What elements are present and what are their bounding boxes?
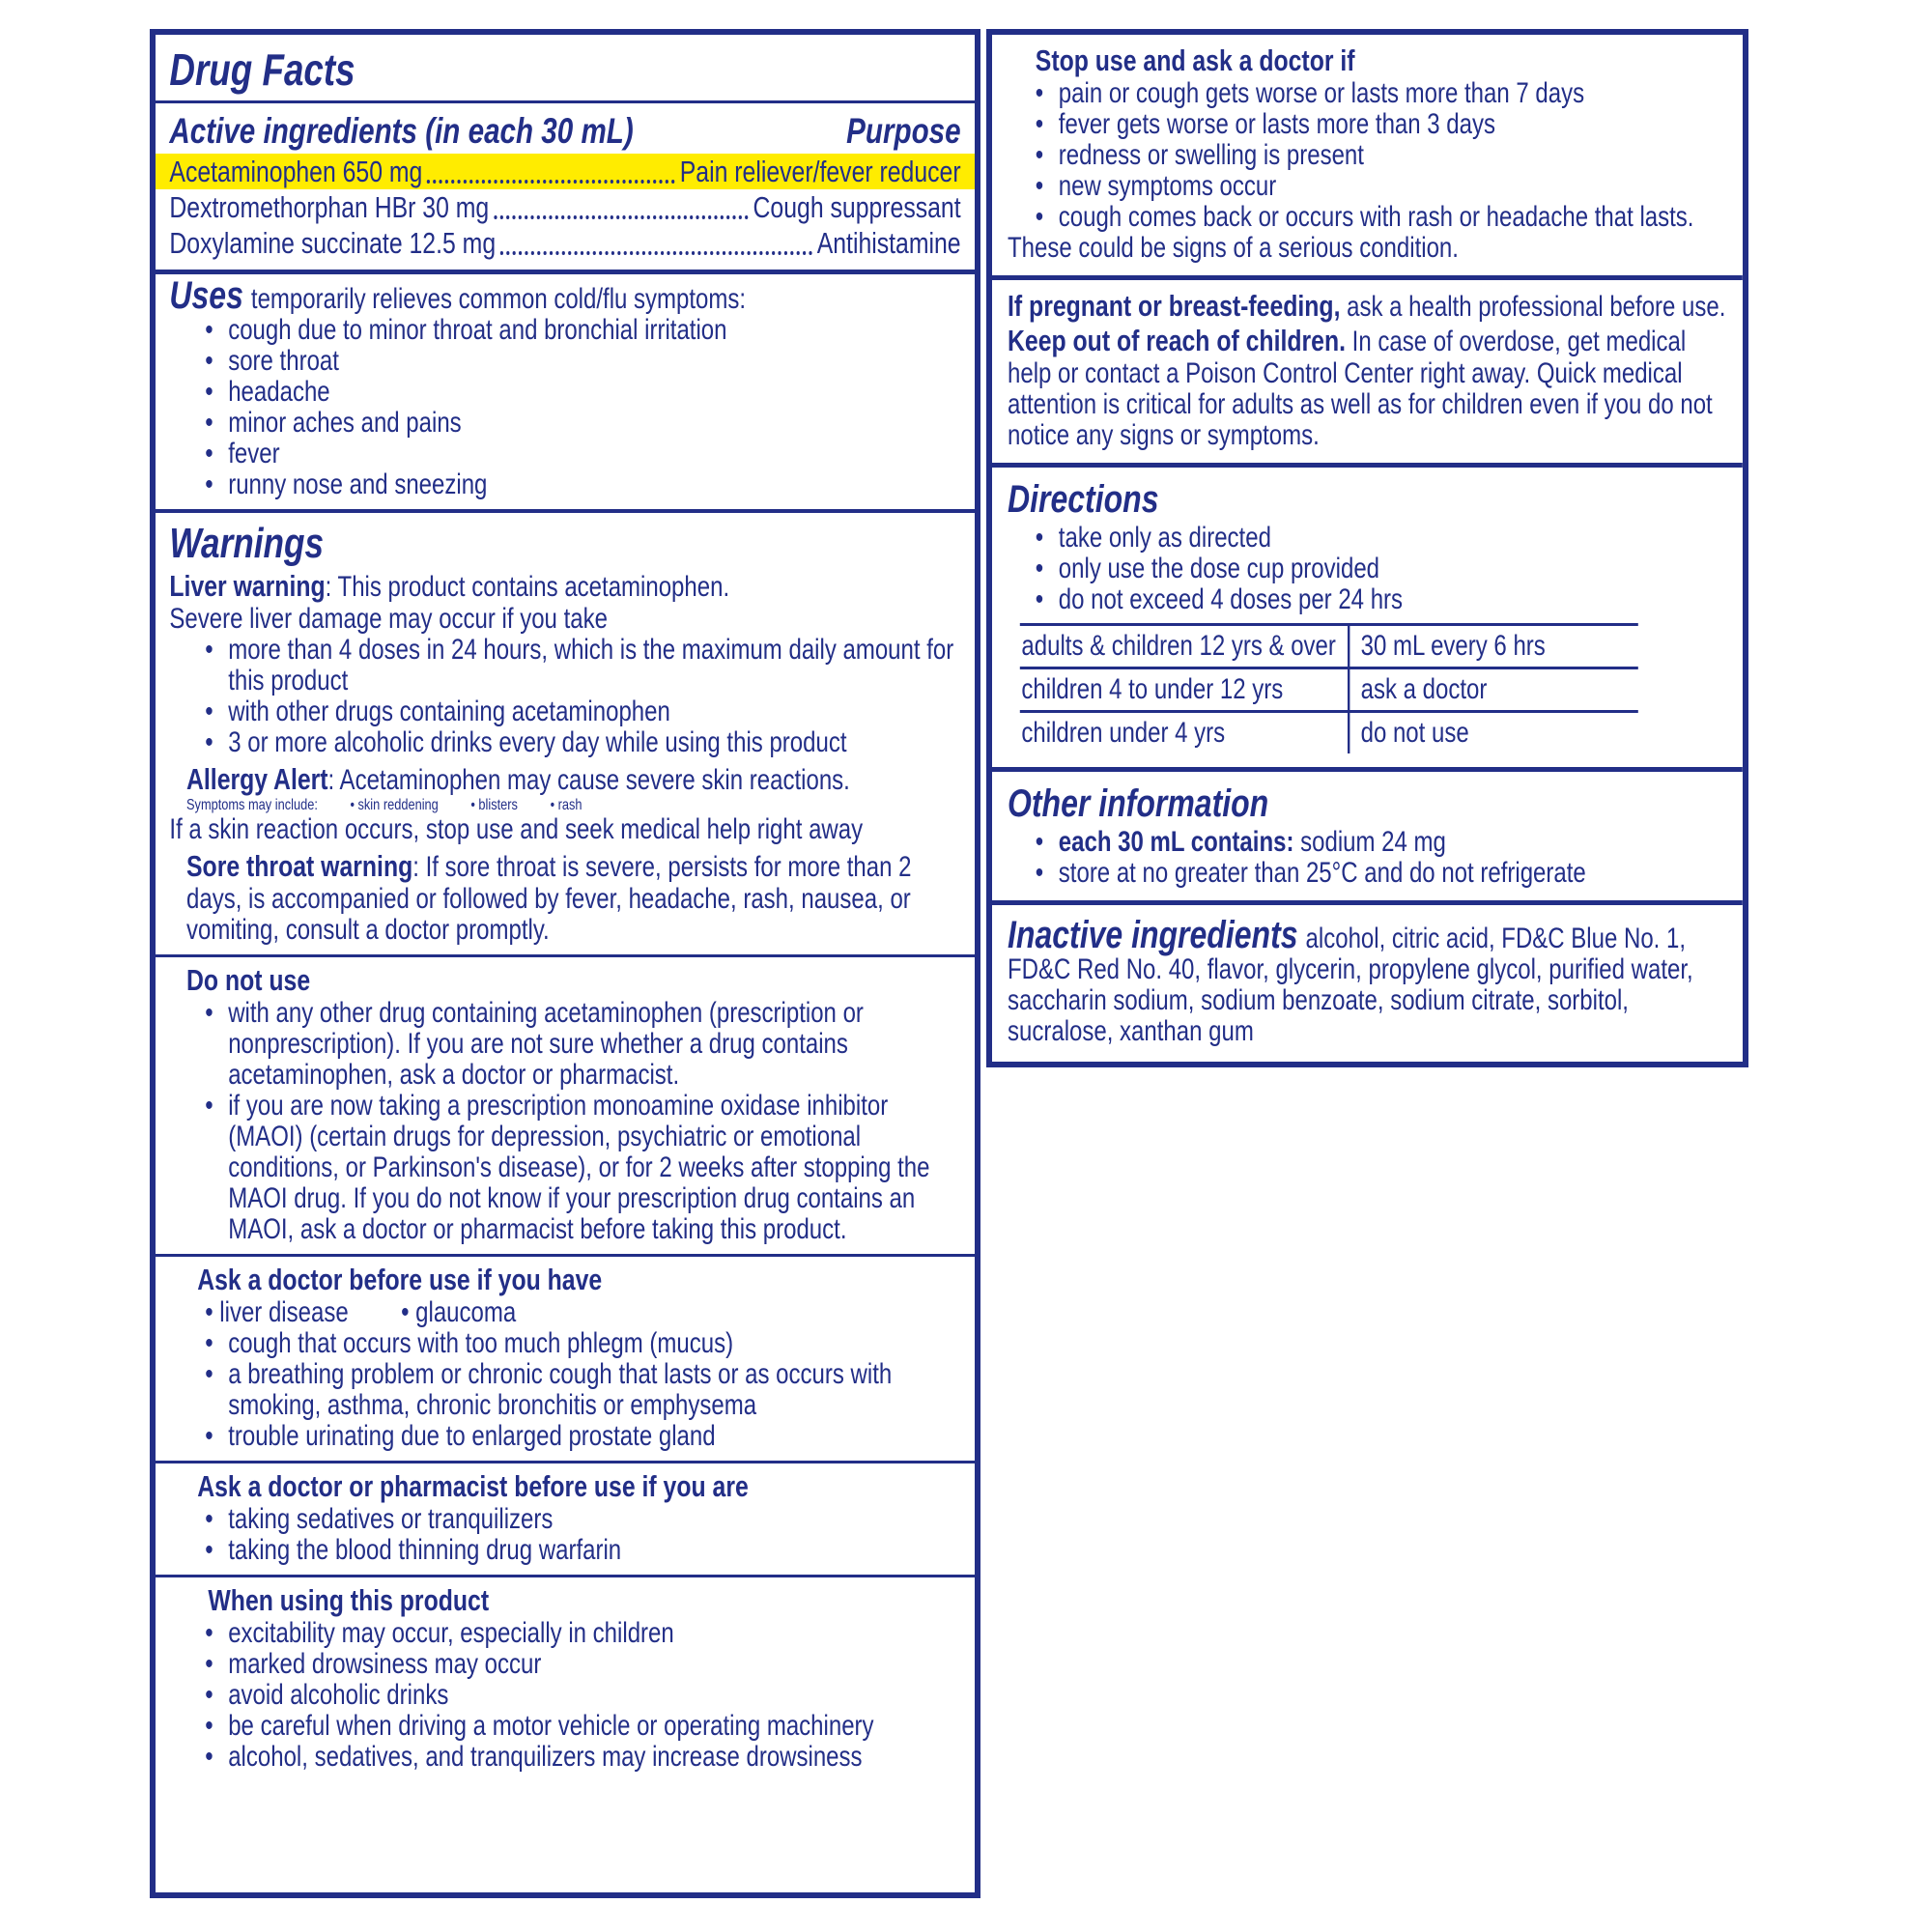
list-item: • store at no greater than 25°C and do not refrigerate	[1036, 858, 1727, 889]
ingredient-purpose: Cough suppressant	[753, 190, 961, 224]
list-item: • only use the dose cup provided	[1036, 554, 1727, 584]
dosage-group-cell: children under 4 yrs	[1021, 717, 1226, 749]
dosage-row	[1020, 667, 1638, 710]
section-uses	[156, 270, 975, 509]
list-item	[205, 1297, 960, 1328]
list-item: • pain or cough gets worse or lasts more than 7 days	[1036, 78, 1727, 109]
list-item: • if you are now taking a prescription monoamine oxidase inhibitor (MAOI) (certain drugs for depression, psychiatric or emotional conditions, or Parkinson's disease), or for 2 weeks after stopping the MAOI drug. If you do not know if your prescription drug contains an MAOI, ask a doctor or pharmacist before taking this product.	[205, 1091, 960, 1245]
list-item: • trouble urinating due to enlarged prostate gland	[205, 1421, 960, 1452]
list-item: • sore throat	[205, 346, 960, 377]
liver-warning-line2: Severe liver damage may occur if you take	[169, 603, 608, 635]
ingredient-name: Doxylamine succinate 12.5 mg	[169, 226, 497, 260]
section-directions	[992, 463, 1743, 767]
list-item: • fever gets worse or lasts more than 3 days	[1036, 109, 1727, 140]
active-ingredients-heading: Active ingredients (in each 30 mL)	[169, 111, 634, 151]
dosage-dose-cell: 30 mL every 6 hrs	[1348, 626, 1638, 667]
list-item: • be careful when driving a motor vehicle or operating machinery	[205, 1711, 960, 1742]
list-item: • 3 or more alcoholic drinks every day while using this product	[205, 727, 960, 758]
ask-doctor-heading: Ask a doctor before use if you have	[197, 1263, 603, 1296]
liver-warning: Liver warning: This product contains acetaminophen.	[169, 569, 730, 603]
list-item: • cough that occurs with too much phlegm (mucus)	[205, 1328, 960, 1359]
when-using-heading: When using this product	[208, 1583, 490, 1617]
sore-throat-warning: Sore throat warning: If sore throat is severe, persists for more than 2 days, is accompanied or followed by fever, headache, rash, nausea, or vomiting, consult a doctor promptly.	[186, 849, 912, 946]
list-item: • headache	[205, 377, 960, 408]
stop-use-heading: Stop use and ask a doctor if	[1035, 43, 1355, 77]
list-item: • cough comes back or occurs with rash or headache that lasts.	[1036, 202, 1727, 233]
section-stop-use	[992, 35, 1743, 275]
section-ask-doctor	[156, 1254, 975, 1461]
inline-list-item: • liver disease	[205, 1296, 348, 1328]
list-item: • more than 4 doses in 24 hours, which is the maximum daily amount for this product	[205, 635, 960, 696]
dosage-dose-cell: ask a doctor	[1348, 669, 1638, 710]
ingredient-name: Dextromethorphan HBr 30 mg	[169, 190, 490, 224]
section-do-not-use	[156, 954, 975, 1254]
list-item: • alcohol, sedatives, and tranquilizers may increase drowsiness	[205, 1742, 960, 1773]
list-item: • take only as directed	[1036, 523, 1727, 554]
list-item: • taking sedatives or tranquilizers	[205, 1504, 960, 1535]
list-item: • with any other drug containing acetaminophen (prescription or nonprescription). If you are not sure whether a drug contains acetaminophen, ask a doctor or pharmacist.	[205, 998, 960, 1091]
other-information-heading: Other information	[1008, 782, 1269, 825]
active-ingredient-row-highlighted	[156, 154, 975, 189]
inactive-ingredients: Inactive ingredients alcohol, citric acid, FD&C Blue No. 1, FD&C Red No. 40, flavor, glycerin, propylene glycol, purified water, saccharin sodium, sodium benzoate, sodium citrate, sorbitol, sucralose, xanthan gum	[1008, 914, 1693, 1047]
ingredient-name: Acetaminophen 650 mg	[169, 155, 423, 188]
list-item: • avoid alcoholic drinks	[205, 1680, 960, 1711]
stop-use-outro: These could be signs of a serious condition.	[1008, 232, 1459, 264]
do-not-use-heading: Do not use	[186, 963, 311, 997]
section-other-information	[992, 767, 1743, 900]
list-item: • a breathing problem or chronic cough that lasts or as occurs with smoking, asthma, chronic bronchitis or emphysema	[205, 1359, 960, 1421]
uses-heading: Uses	[169, 274, 243, 317]
list-item: • runny nose and sneezing	[205, 469, 960, 500]
section-inactive-ingredients	[992, 900, 1743, 1059]
dosage-dose-cell: do not use	[1348, 713, 1638, 753]
list-item: • cough due to minor throat and bronchial irritation	[205, 315, 960, 346]
section-pregnancy	[992, 275, 1743, 463]
left-panel	[150, 29, 980, 1898]
dosage-row	[1020, 710, 1638, 753]
list-item: • do not exceed 4 doses per 24 hrs	[1036, 584, 1727, 615]
uses-intro: temporarily relieves common cold/flu symptoms:	[250, 283, 747, 315]
warnings-heading: Warnings	[169, 520, 325, 567]
list-item: • each 30 mL contains: sodium 24 mg	[1036, 827, 1727, 858]
dot-leader	[427, 180, 675, 184]
list-item: • with other drugs containing acetaminophen	[205, 696, 960, 727]
dosage-table	[1020, 623, 1638, 753]
section-active-ingredients	[156, 100, 975, 270]
list-item: • new symptoms occur	[1036, 171, 1727, 202]
allergy-outro: If a skin reaction occurs, stop use and seek medical help right away	[169, 813, 864, 845]
inline-list-item: • rash	[551, 797, 582, 813]
section-when-using	[156, 1575, 975, 1781]
section-ask-doctor-pharmacist	[156, 1461, 975, 1575]
list-item: • excitability may occur, especially in children	[205, 1618, 960, 1649]
section-warnings	[156, 509, 975, 954]
active-ingredient-row	[169, 225, 960, 261]
active-ingredient-row	[169, 189, 960, 225]
dot-leader	[494, 215, 749, 219]
directions-heading: Directions	[1008, 478, 1159, 521]
allergy-alert: Allergy Alert: Acetaminophen may cause severe skin reactions.	[186, 762, 850, 796]
dosage-row	[1020, 623, 1638, 667]
allergy-symptoms-row: Symptoms may include: • skin reddening • blisters • rash	[186, 797, 961, 814]
list-item: • redness or swelling is present	[1036, 140, 1727, 171]
dosage-group-cell: children 4 to under 12 yrs	[1021, 673, 1284, 705]
ingredient-purpose: Pain reliever/fever reducer	[679, 155, 961, 188]
page-title: Drug Facts	[169, 44, 355, 95]
pregnancy-warning: If pregnant or breast-feeding, ask a health professional before use. Keep out of reach of children. In case of overdose, get medical help or contact a Poison Control Center right away. Quick medical attention is critical for adults as well as for children even if you do not notice any signs or symptoms.	[1008, 289, 1726, 451]
purpose-heading: Purpose	[846, 111, 961, 151]
list-item: • minor aches and pains	[205, 408, 960, 439]
inline-list-item: • glaucoma	[401, 1296, 516, 1328]
inactive-ingredients-heading: Inactive ingredients	[1008, 914, 1298, 956]
inline-list-item: • blisters	[470, 797, 518, 813]
dot-leader	[500, 251, 812, 255]
list-item: • marked drowsiness may occur	[205, 1649, 960, 1680]
ingredient-purpose: Antihistamine	[816, 226, 961, 260]
list-item: • fever	[205, 439, 960, 469]
ask-doctor-pharmacist-heading: Ask a doctor or pharmacist before use if you are	[197, 1469, 749, 1503]
inline-list-item: • skin reddening	[350, 797, 438, 813]
right-panel	[986, 29, 1748, 1067]
list-item: • taking the blood thinning drug warfarin	[205, 1535, 960, 1566]
dosage-group-cell: adults & children 12 yrs & over	[1021, 630, 1336, 662]
